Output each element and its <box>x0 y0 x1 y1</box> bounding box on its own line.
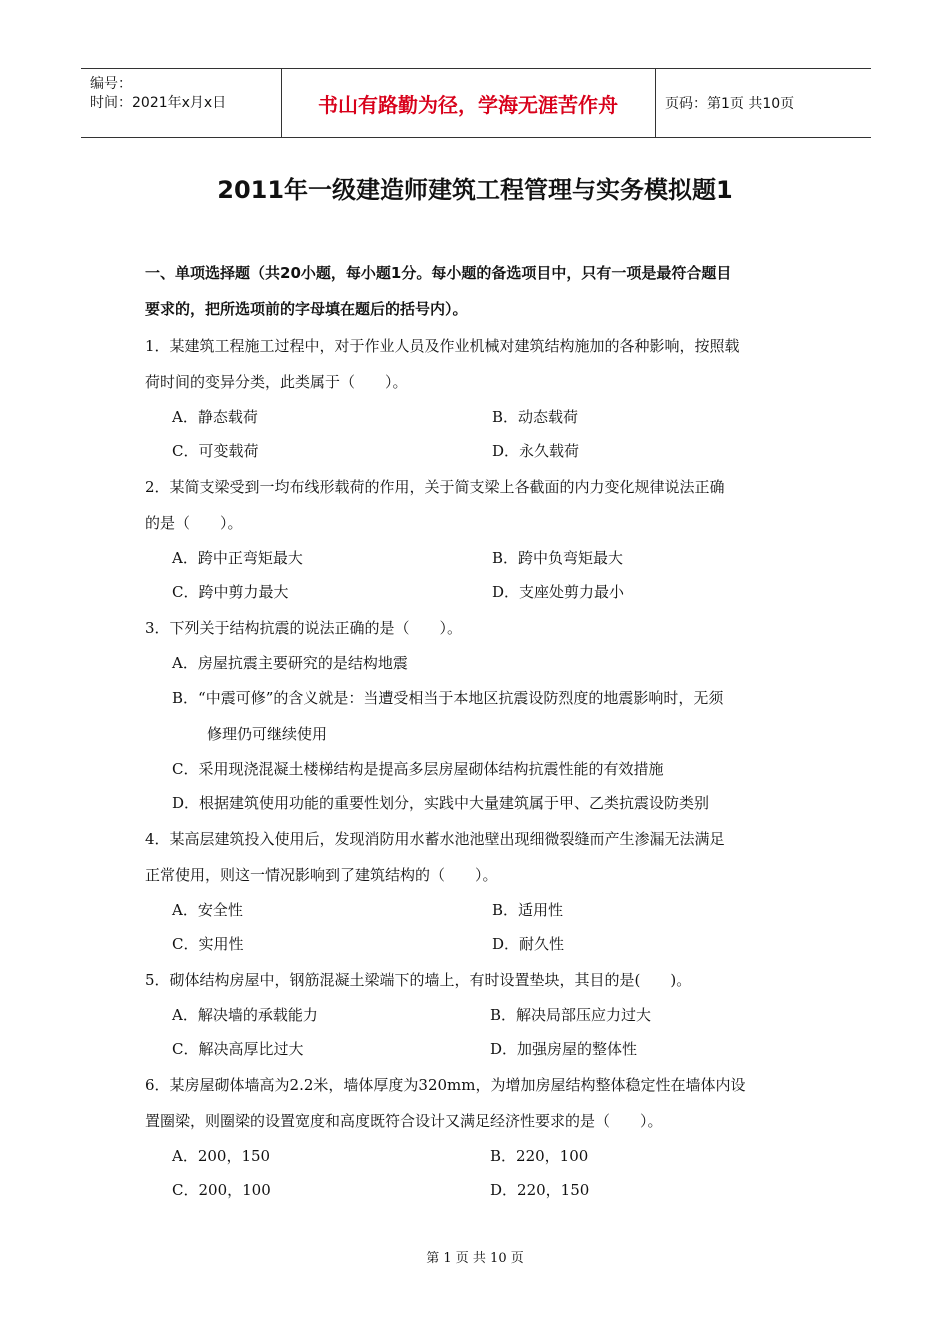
page-info: 页码：第1页 共10页 <box>665 96 795 112</box>
question-5-line-1: 5．砌体结构房屋中，钢筋混凝土梁端下的墙上，有时设置垫块，其目的是( )。 <box>145 971 692 989</box>
question-1-option-b: B．动态载荷 <box>492 408 579 426</box>
question-5-option-d: D．加强房屋的整体性 <box>490 1040 638 1058</box>
section-heading-line1: 一、单项选择题（共20小题，每小题1分。每小题的备选项目中，只有一项是最符合题目 <box>145 264 732 282</box>
question-3-option-b: B．“中震可修”的含义就是：当遭受相当于本地区抗震设防烈度的地震影响时，无须 <box>172 689 724 707</box>
question-4-option-a: A．安全性 <box>172 901 243 919</box>
question-4-option-d: D．耐久性 <box>492 935 565 953</box>
question-6-line-2: 置圈梁，则圈梁的设置宽度和高度既符合设计又满足经济性要求的是（ ）。 <box>145 1112 663 1130</box>
question-4-option-b: B．适用性 <box>492 901 564 919</box>
time-label: 时间：2021年x月x日 <box>90 95 227 111</box>
question-2-line-1: 2．某简支梁受到一均布线形载荷的作用，关于简支梁上各截面的内力变化规律说法正确 <box>145 478 725 496</box>
question-5-option-b: B．解决局部压应力过大 <box>490 1006 652 1024</box>
header-meta-cell <box>81 69 282 137</box>
motto: 书山有路勤为径，学海无涯苦作舟 <box>281 69 656 137</box>
question-2-option-a: A．跨中正弯矩最大 <box>172 549 303 567</box>
section-heading-line2: 要求的，把所选项前的字母填在题后的括号内）。 <box>145 300 468 318</box>
question-5-option-c: C．解决高厚比过大 <box>172 1040 304 1058</box>
question-4-line-2: 正常使用，则这一情况影响到了建筑结构的（ ）。 <box>145 866 498 884</box>
question-3-option-d: D．根据建筑使用功能的重要性划分，实践中大量建筑属于甲、乙类抗震设防类别 <box>172 794 710 812</box>
question-1-line-1: 1．某建筑工程施工过程中，对于作业人员及作业机械对建筑结构施加的各种影响，按照载 <box>145 337 740 355</box>
header-table <box>81 68 871 138</box>
question-2-option-b: B．跨中负弯矩最大 <box>492 549 624 567</box>
question-1-option-c: C．可变载荷 <box>172 442 259 460</box>
question-4-line-1: 4．某高层建筑投入使用后，发现消防用水蓄水池池壁出现细微裂缝而产生渗漏无法满足 <box>145 830 725 848</box>
question-3-line-1: 3．下列关于结构抗震的说法正确的是（ ）。 <box>145 619 463 637</box>
question-6-option-d: D．220，150 <box>490 1181 590 1199</box>
question-5-option-a: A．解决墙的承载能力 <box>172 1006 318 1024</box>
question-6-option-a: A．200，150 <box>172 1147 271 1165</box>
question-4-option-c: C．实用性 <box>172 935 244 953</box>
question-6-line-1: 6．某房屋砌体墙高为2.2米，墙体厚度为320mm，为增加房屋结构整体稳定性在墙体内设 <box>145 1076 746 1094</box>
question-2-option-d: D．支座处剪力最小 <box>492 583 625 601</box>
question-3-option-b-cont: 修理仍可继续使用 <box>207 725 328 743</box>
question-6-option-c: C．200，100 <box>172 1181 271 1199</box>
question-2-option-c: C．跨中剪力最大 <box>172 583 289 601</box>
question-3-option-a: A．房屋抗震主要研究的是结构地震 <box>172 654 408 672</box>
question-6-option-b: B．220，100 <box>490 1147 589 1165</box>
question-1-option-d: D．永久载荷 <box>492 442 580 460</box>
page-footer: 第 1 页 共 10 页 <box>426 1251 524 1266</box>
number-label: 编号： <box>90 76 132 92</box>
question-1-option-a: A．静态载荷 <box>172 408 258 426</box>
question-2-line-2: 的是（ ）。 <box>145 514 243 532</box>
question-1-line-2: 荷时间的变异分类，此类属于（ ）。 <box>145 373 408 391</box>
document-title: 2011年一级建造师建筑工程管理与实务模拟题1 <box>217 176 733 204</box>
question-3-option-c: C．采用现浇混凝土楼梯结构是提高多层房屋砌体结构抗震性能的有效措施 <box>172 760 664 778</box>
